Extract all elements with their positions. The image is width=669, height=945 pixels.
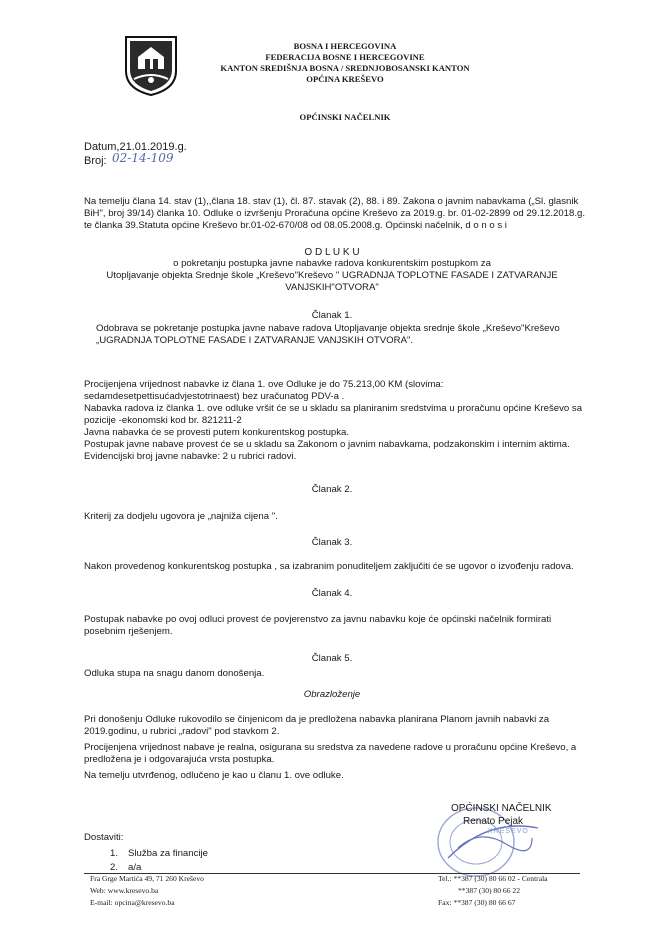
distribution-item-1: Služba za financije — [128, 848, 208, 859]
article-1-title: Članak 1. — [311, 310, 353, 321]
footer-email: E-mail: opcina@kresevo.ba — [90, 898, 175, 907]
article-1-more-4: pozicije -ekonomski kod br. 821211-2 — [84, 415, 242, 426]
header-canton: KANTON SREDIŠNJA BOSNA / SREDNJOBOSANSKI KANTON — [220, 63, 470, 73]
footer-address: Fra Grge Martića 49, 71 260 Kreševo — [90, 874, 204, 883]
document-number-label: Broj: — [84, 155, 107, 167]
header-municipality: OPĆINA KREŠEVO — [306, 74, 384, 84]
article-1-more-2: sedamdesetpettisućadvjestotrinaest) bez uračunatog PDV-a . — [84, 391, 345, 402]
article-1-more-5: Javna nabavka će se provesti putem konkurentskog postupka. — [84, 427, 350, 438]
intro-line-3: te članka 39.Statuta općine Kreševo br.01-02-670/08 od 08.05.2008.g. Općinski načelnik, d o n o s i — [84, 220, 507, 231]
reasoning-line-4: predložena je i odgovarajuća vrsta postupka. — [84, 754, 275, 765]
stamp-text: KREŠEVO — [488, 828, 529, 835]
intro-line-2: BiH", broj 39/14) članka 10. Odluke o izvršenju Proračuna općine Kreševo za 2019.g. br. 01-02-2899 od 29.12.2018.g. — [84, 208, 585, 219]
document-date: Datum,21.01.2019.g. — [84, 141, 187, 153]
decision-sub-1: o pokretanju postupka javne nabavke radova konkurentskim postupkom za — [173, 258, 491, 269]
document-number-handwritten: 02-14-109 — [112, 151, 174, 165]
intro-line-1: Na temelju članа 14. stav (1),,člana 18. stav (1), čl. 87. stavak (2), 88. i 89. Zakona o javnim nabavkama („Sl. glasnik — [84, 196, 579, 207]
article-1-more-3: Nabavka radova iz članka 1. ove odluke vršit će se u skladu sa planiranim sredstvima u proračunu općine Kreševo sa — [84, 403, 583, 414]
article-4-title: Članak 4. — [311, 588, 353, 599]
reasoning-line-5: Na temelju utvrđenog, odlučeno je kao u članu 1. ove odluke. — [84, 770, 344, 781]
header-federation: FEDERACIJA BOSNE I HERCEGOVINE — [265, 52, 425, 62]
header-country: BOSNA I HERCEGOVINA — [293, 41, 397, 51]
article-1-more-1: Procijenjena vrijednost nabavke iz člana 1. ove Odluke je do 75.213,00 KM (slovima: — [84, 379, 444, 390]
footer-phone-2: **387 (30) 80 66 22 — [458, 886, 521, 895]
distribution-item-2: a/a — [128, 862, 142, 873]
decision-title: O D L U K U — [304, 247, 360, 258]
reasoning-line-1: Pri donošenju Odluke rukovodilo se činjenicom da je predložena nabavka planirana Planom javnih nabavki za — [84, 714, 550, 725]
article-1-line-1: Odobrava se pokretanje postupka javne nabave radova Utopljavanje objekta srednje škole „Kreševo"Kreševo — [96, 323, 560, 334]
article-1-line-2: „UGRADNJA TOPLOTNE FASADE I ZATVARANJE VANJSKIH OTVORA". — [96, 335, 414, 346]
reasoning-title: Obrazloženje — [303, 689, 361, 700]
article-3-title: Članak 3. — [311, 537, 353, 548]
article-2-text: Kriterij za dodjelu ugovora je „najniža cijena ". — [84, 511, 278, 522]
decision-sub-2: Utopljavanje objekta Srednje škole „Kreševo"Kreševo " UGRADNJA TOPLOTNE FASADE I ZATVARANJE — [106, 270, 558, 281]
header-office: OPĆINSKI NAČELNIK — [299, 112, 391, 122]
article-1-more-7: Evidencijski broj javne nabavke: 2 u rubrici radovi. — [84, 451, 297, 462]
signature-name: Renato Pejak — [463, 816, 524, 827]
distribution-num-2: 2. — [110, 862, 119, 873]
reasoning-line-3: Procijenjena vrijednost nabave je realna, osigurana su sredstva za navedene radove u proračunu općine Kreševo, a — [84, 742, 577, 753]
distribution-num-1: 1. — [110, 848, 119, 859]
article-5-title: Članak 5. — [311, 653, 353, 664]
article-2-title: Članak 2. — [311, 484, 353, 495]
footer-phone-central: Tel.: **387 (30) 80 66 02 - Centrala — [438, 874, 548, 883]
article-5-text: Odluka stupa na snagu danom donošenja. — [84, 668, 265, 679]
footer-web: Web: www.kresevo.ba — [90, 886, 159, 895]
article-1-more-6: Postupak javne nabave provest će se u skladu sa Zakonom o javnim nabavkama, podzakonskim i internim aktima. — [84, 439, 570, 450]
signature-title: OPĆINSKI NAČELNIK — [451, 803, 552, 814]
decision-sub-3: VANJSKIH"OTVORA" — [285, 282, 379, 293]
article-4-line-2: posebnim rješenjem. — [84, 626, 173, 637]
article-4-line-1: Postupak nabavke po ovoj odluci provest će povjerenstvo za javnu nabavku koje će općinski načelnik formirati — [84, 614, 552, 625]
municipality-crest-icon — [124, 35, 178, 97]
article-3-text: Nakon provedenog konkurentskog postupka , sa izabranim ponuditeljem zaključiti će se ugovor o izvođenju radova. — [84, 561, 574, 572]
footer-fax: Fax: **387 (30) 80 66 67 — [438, 898, 516, 907]
reasoning-line-2: 2019.godinu, u rubrici „radovi" pod stavkom 2. — [84, 726, 280, 737]
distribution-label: Dostaviti: — [84, 832, 124, 843]
